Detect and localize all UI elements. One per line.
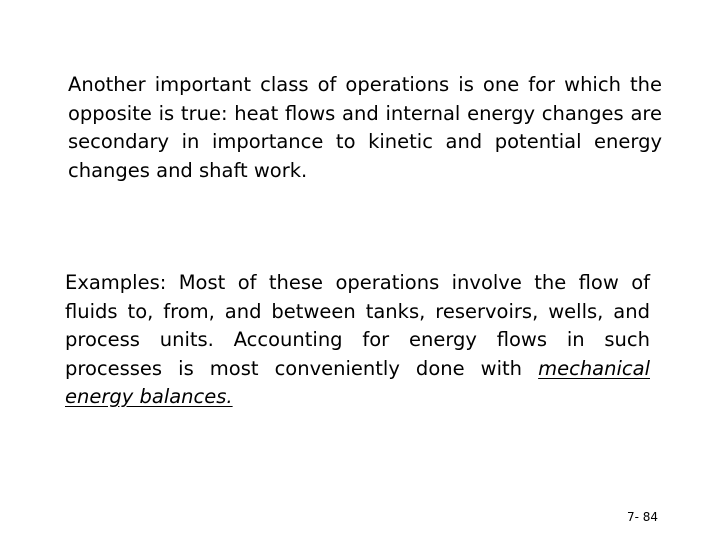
paragraph-operations-intro: Another important class of operations is one for which the opposite is true: heat flows and internal energy changes are secondary in importance to kinetic and potential energy changes and shaft work. [68,73,662,182]
slide-number: 7- 84 [627,510,659,524]
paragraph-examples [65,269,650,412]
paragraph-examples-text: Examples: Most of these operations involve the flow of fluids to, from, and between tanks, reservoirs, wells, and process units. Accounting for energy flows in such processes is most conveniently done with [65,271,650,380]
mechanical-energy-balances-term: mechanical energy balances. [65,356,650,408]
